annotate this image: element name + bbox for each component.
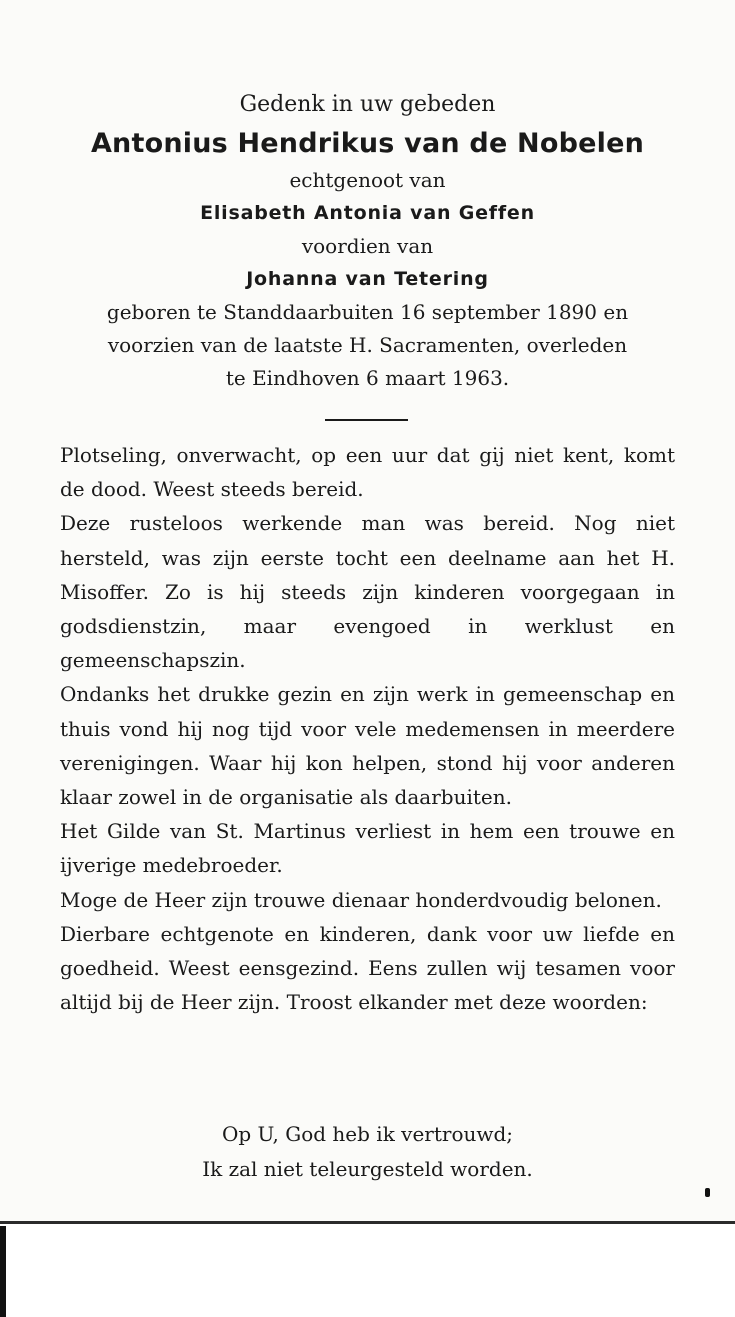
eulogy-paragraph: Het Gilde van St. Martinus verliest in hem een trouwe en ijverige medebroeder. xyxy=(60,819,675,878)
eulogy-paragraph: Moge de Heer zijn trouwe dienaar honderdvoudig belonen. xyxy=(60,887,662,912)
bio-line: geboren te Standdaarbuiten 16 september 1890 en xyxy=(106,300,629,324)
spouse-name-2: Johanna van Tetering xyxy=(246,268,489,290)
divider-rule xyxy=(325,419,408,421)
card-header xyxy=(40,88,695,395)
eulogy-paragraph: Plotseling, onverwacht, op een uur dat gij niet kent, komt de dood. Weest steeds bereid. xyxy=(60,443,675,502)
eulogy-paragraph: Ondanks het drukke gezin en zijn werk in gemeenschap en thuis vond hij nog tijd voor vele medemensen in meerdere verenigingen. Waar hij kon helpen, stond hij voor anderen klaar zowel in de organisatie als daarbuiten. xyxy=(60,682,675,810)
closing-line: Ik zal niet teleurgesteld worden. xyxy=(202,1157,533,1181)
scan-edge-bar xyxy=(0,1226,6,1317)
card-edge xyxy=(0,1221,735,1224)
intro-text: Gedenk in uw gebeden xyxy=(239,92,496,117)
bio-line: voorzien van de laatste H. Sacramenten, overleden xyxy=(107,333,628,357)
eulogy-paragraph: Deze rusteloos werkende man was bereid. Nog niet hersteld, was zijn eerste tocht een deelname aan het H. Misoffer. Zo is hij steeds zijn kinderen voorgegaan in godsdienstzin, maar evengoed in werklust en gemeenschapszin. xyxy=(60,511,675,673)
eulogy-text xyxy=(60,438,675,1019)
spouse-name-1: Elisabeth Antonia van Geffen xyxy=(200,202,535,224)
relation-text-1: echtgenoot van xyxy=(289,168,446,192)
closing-verse xyxy=(60,1117,675,1187)
print-speck xyxy=(705,1188,710,1197)
deceased-name: Antonius Hendrikus van de Nobelen xyxy=(90,128,645,159)
bio-line: te Eindhoven 6 maart 1963. xyxy=(225,366,510,390)
closing-line: Op U, God heb ik vertrouwd; xyxy=(221,1122,514,1146)
eulogy-paragraph: Dierbare echtgenote en kinderen, dank voor uw liefde en goedheid. Weest eensgezind. Eens zullen wij tesamen voor altijd bij de Heer zijn. Troost elkander met deze woorden: xyxy=(60,921,675,1015)
relation-text-2: voordien van xyxy=(301,234,434,258)
